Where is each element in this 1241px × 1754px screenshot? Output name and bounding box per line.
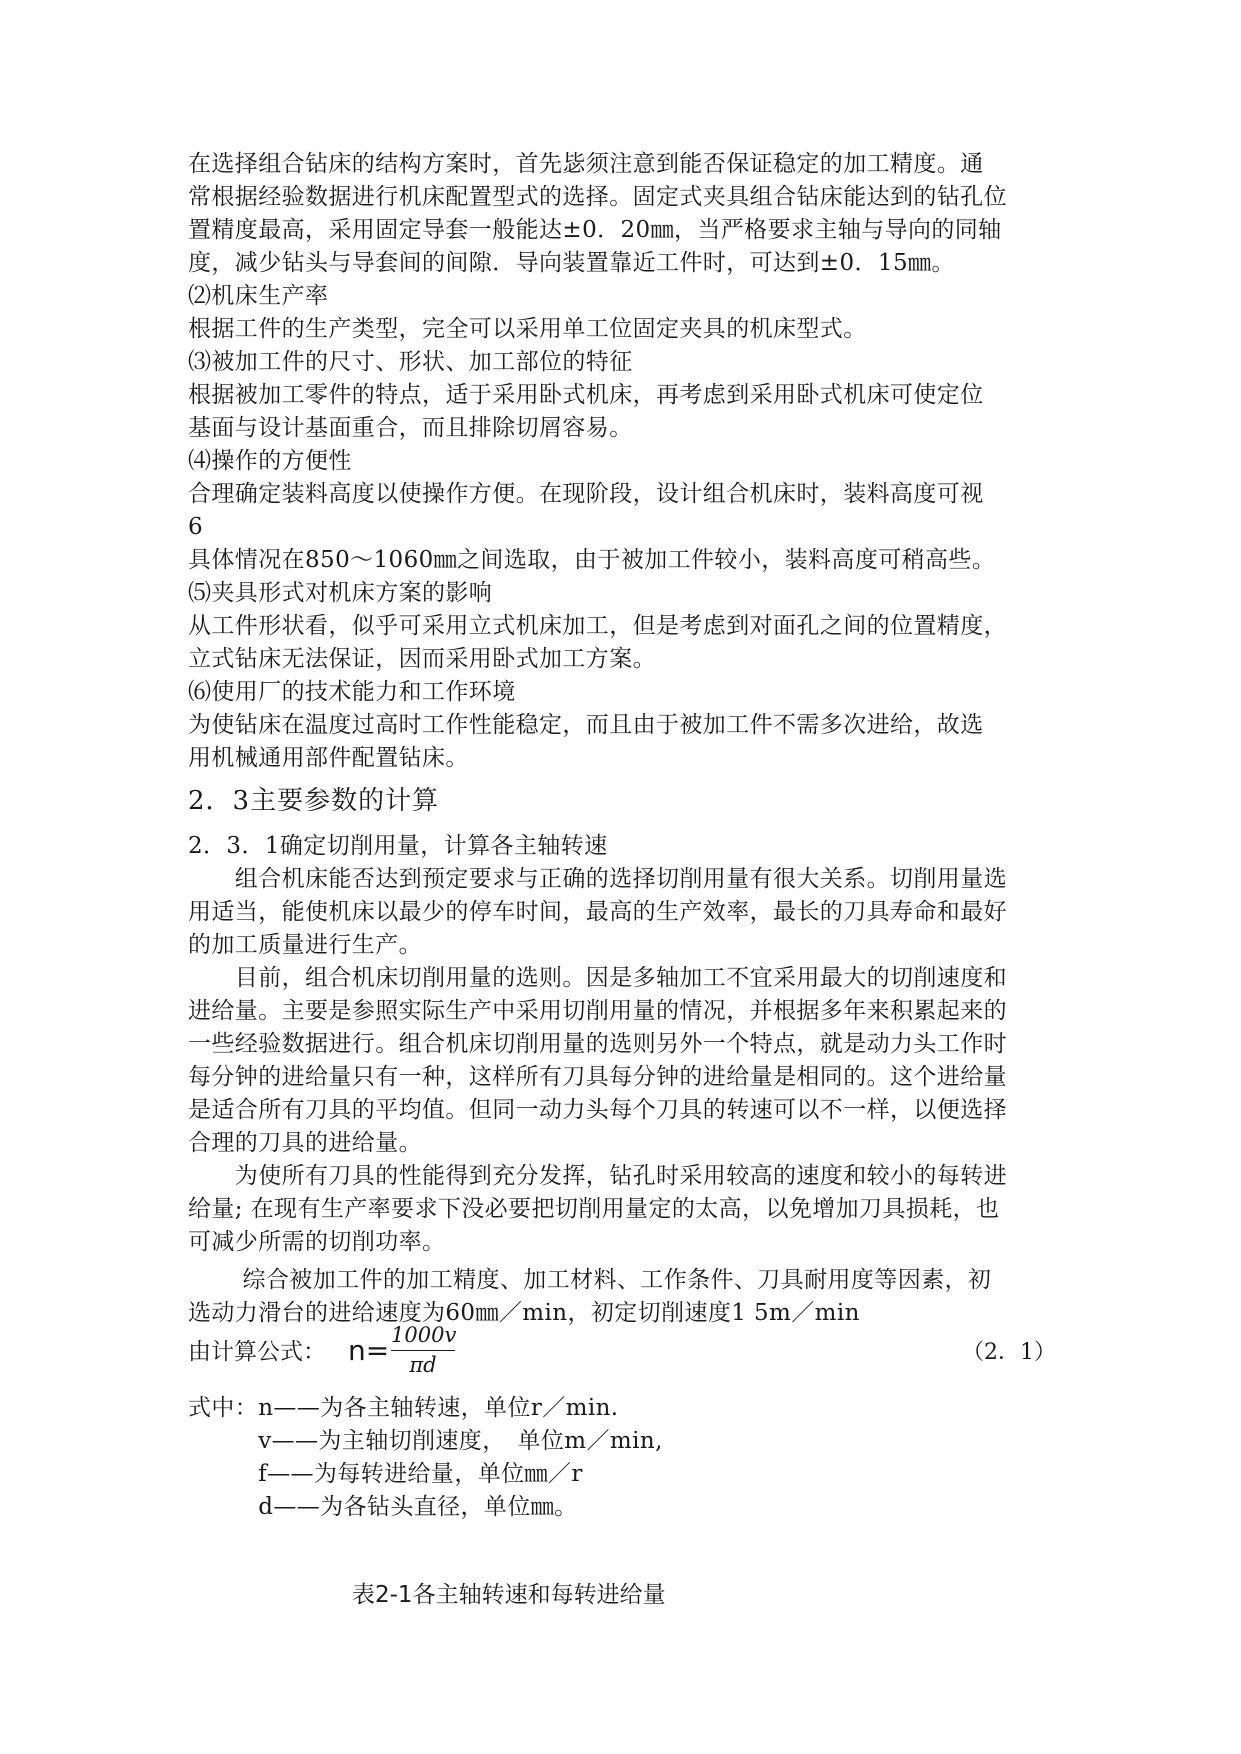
text-line: 从工件形状看，似乎可采用立式机床加工，但是考虑到对面孔之间的位置精度， [188,613,1007,639]
text-line: 根据工件的生产类型，完全可以采用单工位固定夹具的机床型式。 [188,316,867,342]
text-line: 为使所有刀具的性能得到充分发挥，钻孔时采用较高的速度和较小的每转进 [188,1163,1007,1189]
text-line: 综合被加工件的加工精度、加工材料、工作条件、刀具耐用度等因素，初 [188,1267,992,1293]
text-line: 目前，组合机床切削用量的选则。因是多轴加工不宜采用最大的切削速度和 [188,965,1007,991]
formula-lhs: n= [348,1334,390,1367]
formula-label: 由计算公式： [188,1339,326,1365]
text-line: 每分钟的进给量只有一种，这样所有刀具每分钟的进给量是相同的。这个进给量 [188,1064,1007,1090]
list-heading: ⑵机床生产率 [188,283,329,309]
table-caption: 表2-1各主轴转速和每转进给量 [352,1582,666,1608]
text-line: 式中：n——为各主轴转速，单位r／min. [188,1395,619,1421]
text-line: 进给量。主要是参照实际生产中采用切削用量的情况，并根据多年来积累起来的 [188,998,1007,1024]
list-heading: ⑸夹具形式对机床方案的影响 [188,580,493,606]
text-line: 置精度最高，采用固定导套一般能达±0．20㎜，当严格要求主轴与导向的同轴 [188,217,1002,243]
text-line: 一些经验数据进行。组合机床切削用量的选则另外一个特点，就是动力头工作时 [188,1031,1007,1057]
text-line: 给量; 在现有生产率要求下没必要把切削用量定的太高，以免增加刀具损耗，也 [188,1196,1000,1222]
text-line: 为使钻床在温度过高时工作性能稳定，而且由于被加工件不需多次进给，故选 [188,712,984,738]
subsection-heading: 2．3．1确定切削用量，计算各主轴转速 [188,833,608,859]
text-line: v——为主轴切削速度， 单位m／min, [188,1428,663,1454]
text-line: 基面与设计基面重合，而且排除切屑容易。 [188,415,633,441]
text-line: 立式钻床无法保证，因而采用卧式加工方案。 [188,646,656,672]
text-line: 具体情况在850～1060㎜之间选取，由于被加工件较小，装料高度可稍高些。 [188,547,996,573]
text-line: 选动力滑台的进给速度为60㎜／min，初定切削速度1 5m／min [188,1300,860,1326]
text-line: 的加工质量进行生产。 [188,932,422,958]
list-heading: ⑹使用厂的技术能力和工作环境 [188,679,516,705]
text-line: 根据被加工零件的特点，适于采用卧式机床，再考虑到采用卧式机床可使定位 [188,382,984,408]
text-line: 常根据经验数据进行机床配置型式的选择。固定式夹具组合钻床能达到的钻孔位 [188,184,1007,210]
text-line: 度，减少钻头与导套间的间隙．导向装置靠近工件时，可达到±0．15㎜。 [188,250,955,276]
text-line: 用适当，能使机床以最少的停车时间，最高的生产效率，最长的刀具寿命和最好 [188,899,1007,925]
formula-numerator: 1000v [391,1322,455,1351]
page-number: 6 [188,514,204,540]
section-heading: 2．3主要参数的计算 [188,786,440,816]
text-line: 用机械通用部件配置钻床。 [188,745,469,771]
text-line: 合理的刀具的进给量。 [188,1130,422,1156]
formula-denominator: πd [409,1353,437,1377]
text-line: 是适合所有刀具的平均值。但同一动力头每个刀具的转速可以不一样，以便选择 [188,1097,1007,1123]
text-line: 合理确定装料高度以使操作方便。在现阶段，设计组合机床时，装料高度可视 [188,481,984,507]
text-line: f——为每转进给量，单位㎜／r [188,1461,583,1487]
text-line: 可减少所需的切削功率。 [188,1229,446,1255]
list-heading: ⑶被加工件的尺寸、形状、加工部位的特征 [188,349,633,375]
text-line: 组合机床能否达到预定要求与正确的选择切削用量有很大关系。切削用量选 [188,866,1007,892]
text-line: d——为各钻头直径，单位㎜。 [188,1494,578,1520]
equation-number: （2．1） [962,1340,1056,1365]
list-heading: ⑷操作的方便性 [188,448,352,474]
text-line: 在选择组合钻床的结构方案时，首先毖须注意到能否保证稳定的加工精度。通 [188,151,984,177]
formula-fraction [391,1322,455,1379]
